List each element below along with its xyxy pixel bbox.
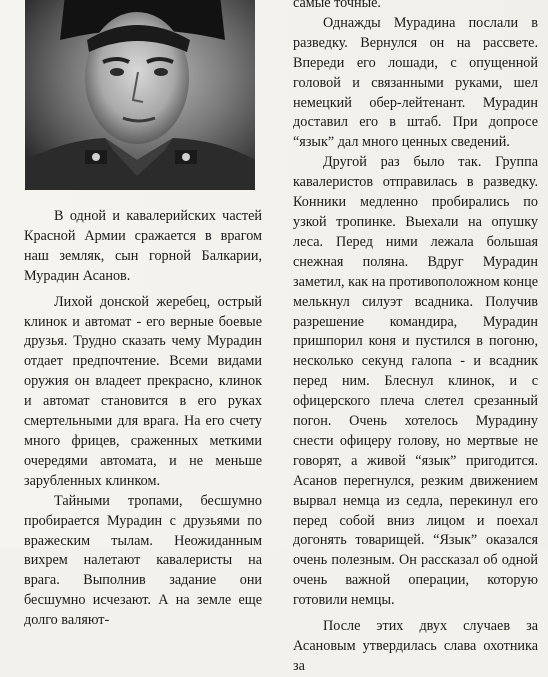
paragraph: Однажды Мурадина послали в разведку. Вернулся он на рассвете. Впереди его лошади, с опущенной головой и связанными руками, шел немецкий обер-лейтенант. Мурадин доставил его в штаб. При допросе “язык” дал много ценных сведений. bbox=[293, 14, 538, 151]
paragraph: После этих двух случаев за Асановым утвердилась слава охотника за bbox=[293, 618, 538, 674]
portrait-image bbox=[25, 0, 255, 190]
paragraph: В одной и кавалерийских частей Красной Армии сражается в врагом наш земляк, сын горной Балкарии, Мурадин Асанов. bbox=[24, 208, 262, 284]
paragraph: Лихой донской жеребец, острый клинок и автомат - его верные боевые друзья. Трудно сказать чему Мурадин отдает предпочтение. Всеми видами оружия он владеет прекрасно, клинок и автомат становится в его руках смертельными для врага. На его счету много фрицев, сраженных меткими очередями автомата, и не меньше зарубленных клинком. bbox=[24, 293, 262, 489]
right-text-column bbox=[293, 0, 538, 677]
paragraph: самые точные. bbox=[293, 0, 381, 11]
paragraph: Другой раз было так. Группа кавалеристов отправилась в разведку. Конники медленно пробирались по узкой тропинке. Выехали на опушку леса. Перед ними лежала большая снежная поляна. Вдруг Мурадин заметил, как на противоположном конце мелькнул силуэт всадника. Получив разрешение командира, Мурадин пришпорил коня и пустился в погоню, несколько секунд галопа - и всадник перед ним. Блеснул клинок, и с офицерского плеча слетел срезанный погон. Очень хотелось Мурадину снести офицеру голову, но мертвые не говорят, а живой “язык” пригодится. Асанов перегнулся, резким движением вырвал немца из седла, перекинул его перед собой вниз лицом и поехал догонять товарищей. “Язык” оказался очень полезным. Он рассказал об одной очень важной операции, которую готовили немцы. bbox=[293, 154, 538, 609]
paragraph: Тайными тропами, бесшумно пробирается Мурадин с друзьями по вражеским тылам. Неожиданным вихрем налетают кавалеристы на врага. Выполнив задание они бесшумно исчезают. А на земле еще долго валяют- bbox=[24, 492, 262, 629]
left-text-column bbox=[24, 207, 262, 631]
portrait-photo bbox=[25, 0, 255, 190]
